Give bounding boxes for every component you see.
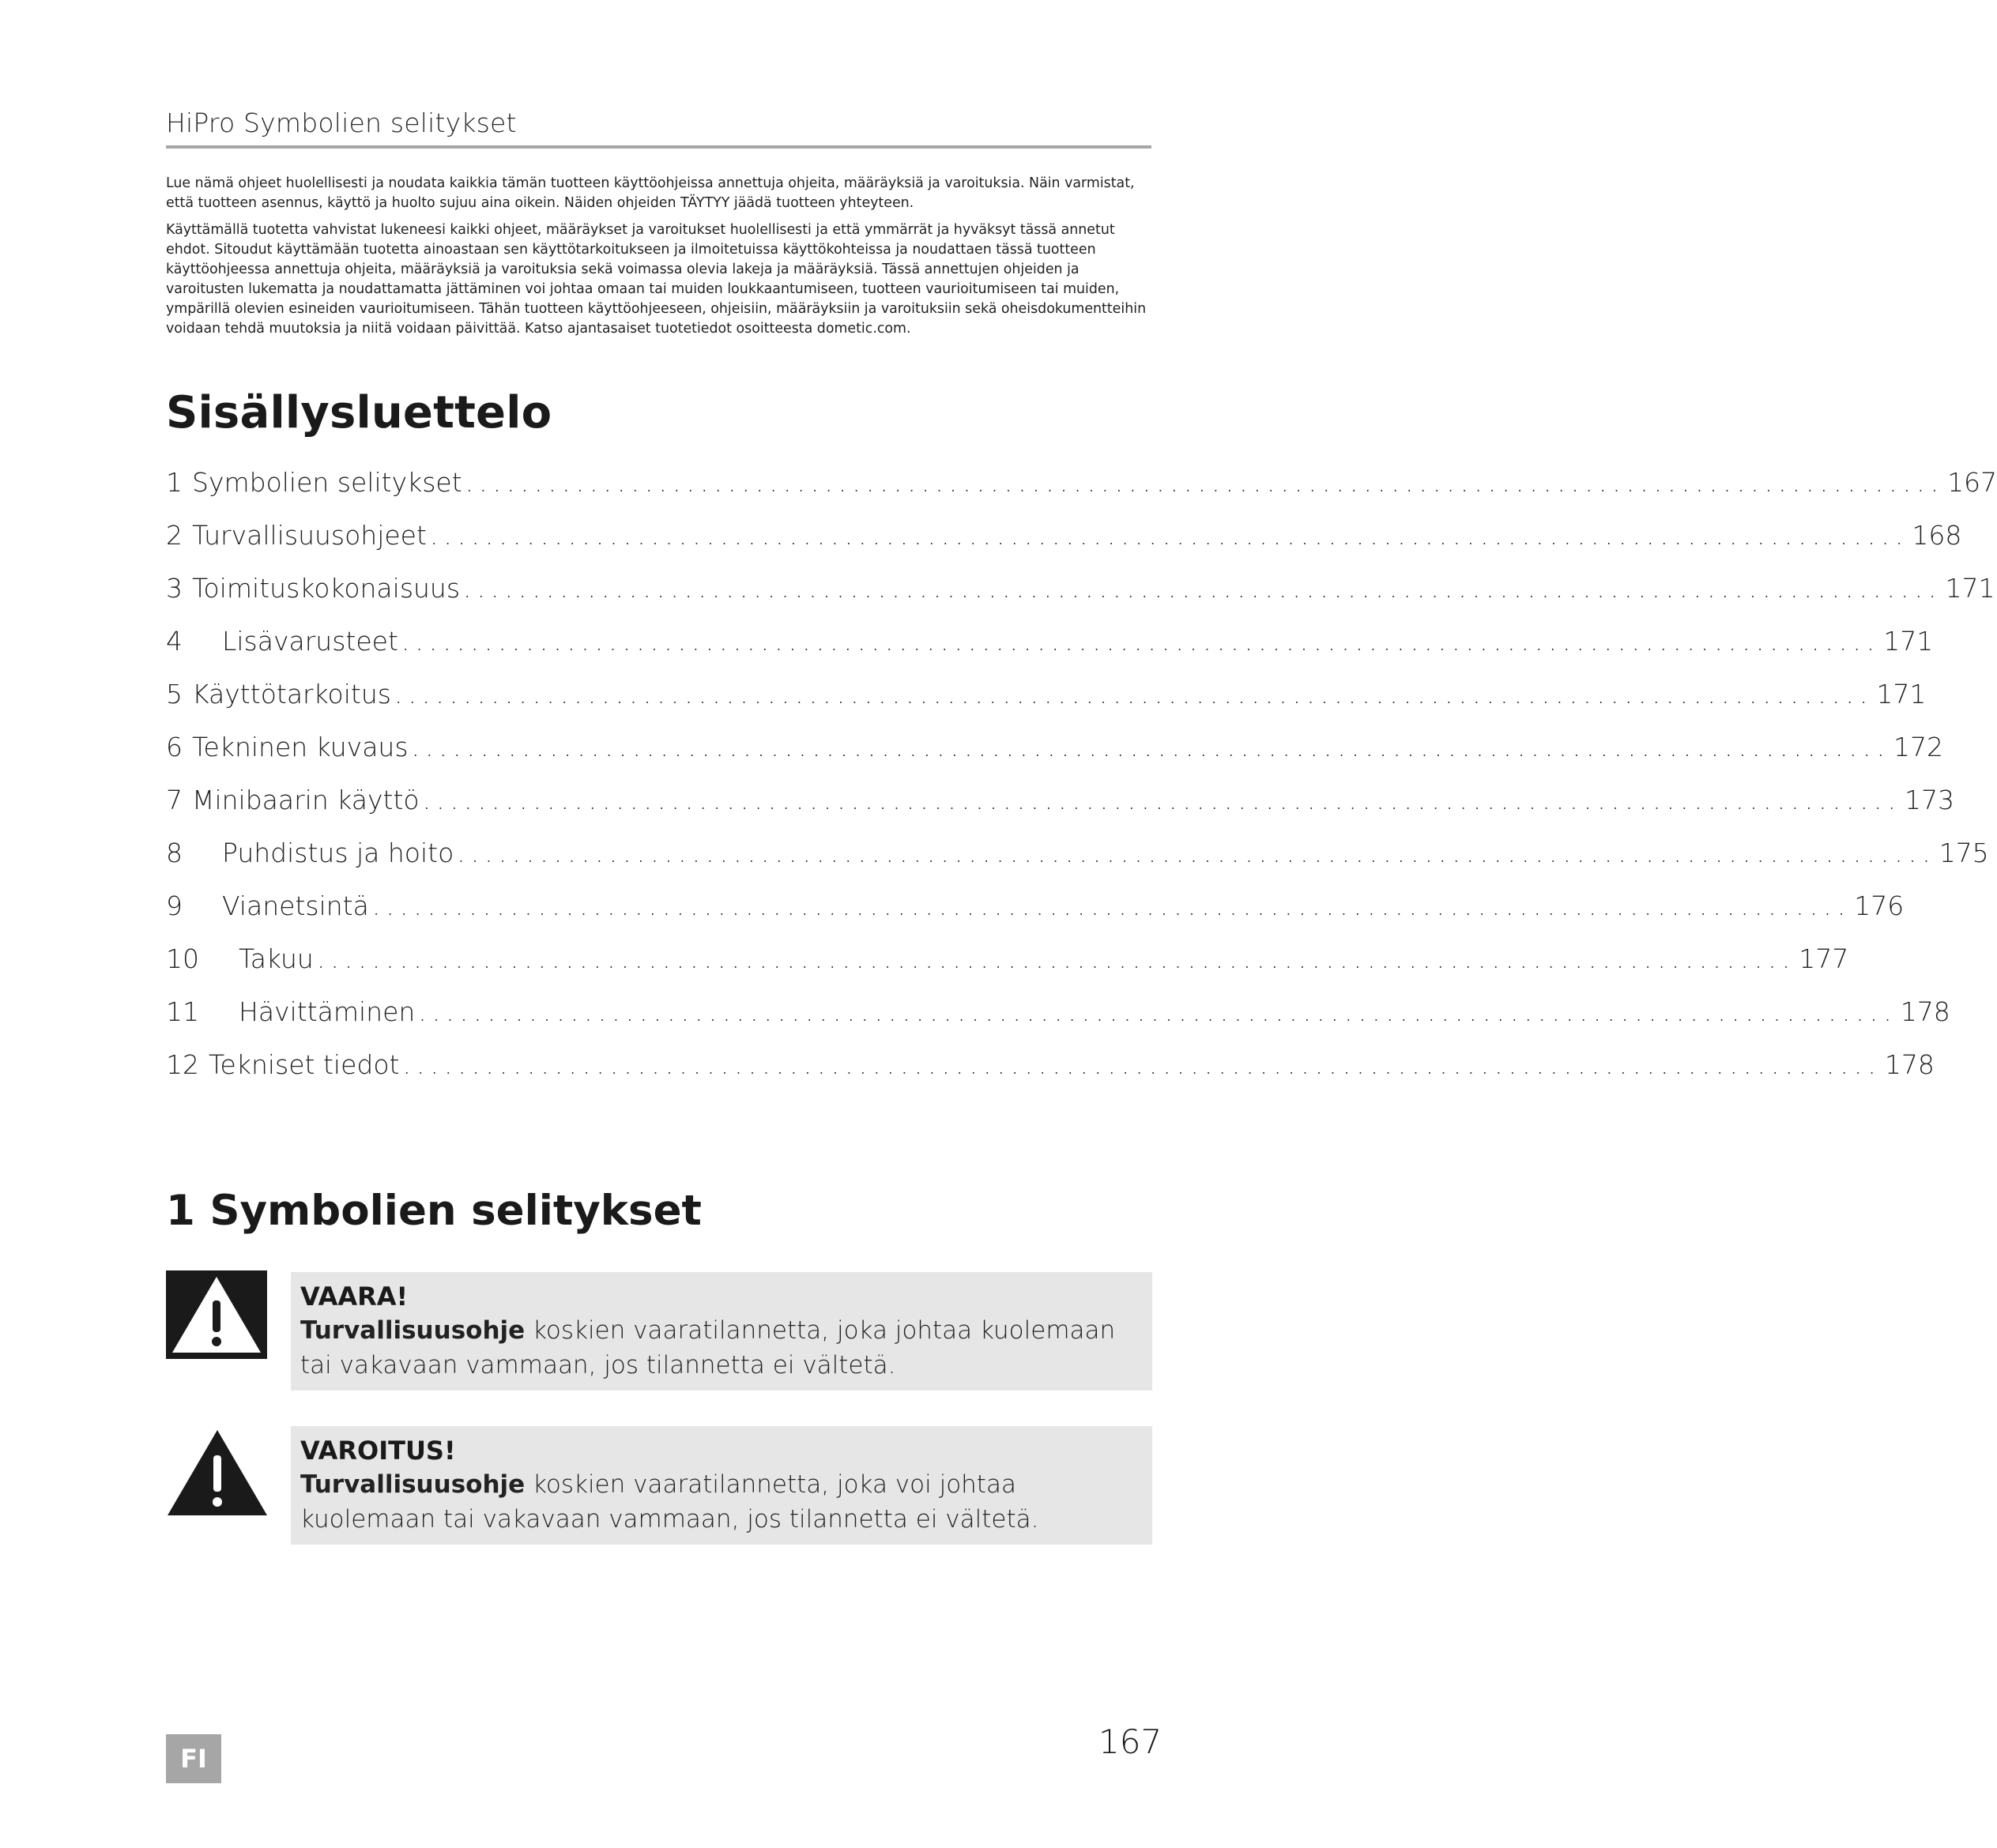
toc-dot-leader: ........................................................................................................... bbox=[429, 520, 1909, 551]
toc-entry-number: 12 bbox=[166, 1049, 199, 1080]
toc-entry-page: 171 bbox=[1883, 626, 1934, 657]
toc-entry-10[interactable] bbox=[166, 938, 1849, 974]
warning-notice bbox=[291, 1426, 1152, 1545]
toc-dot-leader: ........................................................................................................... bbox=[463, 573, 1942, 604]
toc-entry-page: 171 bbox=[1945, 573, 1995, 604]
toc-dot-leader: ........................................................................................................... bbox=[402, 1049, 1882, 1080]
toc-entry-6[interactable] bbox=[166, 726, 1943, 762]
danger-label: VAARA! bbox=[300, 1282, 409, 1312]
intro-paragraph-1: Lue nämä ohjeet huolellisesti ja noudata kaikkia tämän tuotteen käyttöohjeissa annettuja ohjeita, määräyksiä ja varoituksia. Näin varmistat, että tuotteen asennus, käyttö ja huolto sujuu aina oikein. Näiden ohjeiden TÄYTYY jäädä tuotteen yhteyteen. bbox=[166, 175, 1135, 211]
toc-entry-page: 175 bbox=[1939, 837, 1989, 868]
danger-notice bbox=[291, 1272, 1152, 1391]
toc-entry-3[interactable] bbox=[166, 567, 1995, 604]
danger-warning-triangle-icon bbox=[166, 1270, 267, 1359]
warning-text-body: koskien vaaratilannetta, joka voi johtaa kuolemaan tai vakavaan vammaan, jos tilannetta ei vältetä. bbox=[300, 1470, 1039, 1534]
toc-entry-title: Käyttötarkoitus bbox=[192, 679, 391, 709]
toc-dot-leader: ........................................................................................................... bbox=[371, 890, 1852, 921]
toc-entry-page: 176 bbox=[1854, 890, 1905, 921]
warning-triangle-icon bbox=[166, 1428, 269, 1517]
toc-entry-page: 177 bbox=[1799, 943, 1849, 974]
toc-entry-number: 11 bbox=[166, 996, 199, 1027]
toc-entry-7[interactable] bbox=[166, 779, 1955, 815]
warning-text-bold: Turvallisuusohje bbox=[300, 1470, 526, 1499]
toc-entry-title: Turvallisuusohjeet bbox=[192, 520, 427, 551]
toc-entry-page: 178 bbox=[1884, 1049, 1935, 1080]
toc-entry-1[interactable] bbox=[166, 461, 1997, 498]
toc-entry-9[interactable] bbox=[166, 885, 1905, 921]
intro-text bbox=[166, 174, 1151, 346]
toc-entry-2[interactable] bbox=[166, 514, 1962, 551]
toc-entry-number: 6 bbox=[166, 732, 183, 762]
toc-entry-page: 178 bbox=[1900, 996, 1950, 1027]
toc-entry-title: Puhdistus ja hoito bbox=[222, 837, 454, 868]
toc-entry-title: Symbolien selitykset bbox=[192, 467, 462, 498]
page-number: 167 bbox=[1098, 1722, 1162, 1761]
header-rule bbox=[166, 145, 1151, 149]
toc-dot-leader: ........................................................................................................... bbox=[418, 996, 1897, 1027]
toc-entry-title: Takuu bbox=[239, 943, 314, 974]
toc-dot-leader: ........................................................................................................... bbox=[422, 785, 1902, 815]
running-header: HiPro Symbolien selitykset bbox=[166, 107, 517, 138]
toc-dot-leader: ........................................................................................................... bbox=[411, 732, 1890, 762]
toc-entry-page: 171 bbox=[1876, 679, 1927, 709]
toc-dot-leader: ........................................................................................................... bbox=[394, 679, 1874, 709]
toc-entry-number: 9 bbox=[166, 890, 183, 921]
toc-entry-number: 10 bbox=[166, 943, 199, 974]
danger-text-body: koskien vaaratilannetta, joka johtaa kuolemaan tai vakavaan vammaan, jos tilannetta ei vältetä. bbox=[300, 1316, 1116, 1379]
toc-dot-leader: ........................................................................................................... bbox=[401, 626, 1881, 657]
toc-entry-number: 7 bbox=[166, 785, 183, 815]
toc-entry-number: 4 bbox=[166, 626, 183, 657]
toc-entry-title: Toimituskokonaisuus bbox=[192, 573, 461, 604]
toc-entry-title: Lisävarusteet bbox=[222, 626, 398, 657]
toc-entry-title: Tekninen kuvaus bbox=[192, 732, 409, 762]
danger-text bbox=[300, 1313, 1141, 1383]
toc-entry-number: 3 bbox=[166, 573, 183, 604]
toc-entry-number: 5 bbox=[166, 679, 183, 709]
toc-dot-leader: ........................................................................................................... bbox=[316, 943, 1796, 974]
toc-entry-page: 168 bbox=[1912, 520, 1962, 551]
toc-heading: Sisällysluettelo bbox=[166, 387, 552, 438]
danger-text-bold: Turvallisuusohje bbox=[300, 1316, 526, 1345]
toc-dot-leader: ........................................................................................................... bbox=[457, 837, 1936, 868]
toc-entry-5[interactable] bbox=[166, 673, 1927, 709]
language-tab: FI bbox=[166, 1734, 221, 1783]
toc-entry-12[interactable] bbox=[166, 1044, 1935, 1080]
toc-entry-4[interactable] bbox=[166, 620, 1934, 657]
toc-entry-11[interactable] bbox=[166, 991, 1950, 1027]
toc-entry-number: 2 bbox=[166, 520, 183, 551]
toc-entry-title: Vianetsintä bbox=[222, 890, 369, 921]
toc-entry-number: 1 bbox=[166, 467, 183, 498]
warning-text bbox=[300, 1467, 1141, 1537]
intro-paragraph-2: Käyttämällä tuotetta vahvistat lukeneesi kaikki ohjeet, määräykset ja varoitukset huolellisesti ja että ymmärrät ja hyväksyt tässä annetut ehdot. Sitoudut käyttämään tuotetta ainoastaan sen käyttötarkoitukseen ja ilmoitetuissa käyttökohteissa ja noudattaen tässä tuotteen käyttöohjeessa annettuja ohjeita, määräyksiä ja varoituksia sekä voimassa olevia lakeja ja määräyksiä. Tässä annettujen ohjeiden ja varoitusten lukematta ja noudattamatta jättäminen voi johtaa omaan tai muiden loukkaantumiseen, tuotteen vaurioitumiseen tai muiden, ympärillä olevien esineiden vaurioitumiseen. Tähän tuotteen käyttöohjeeseen, ohjeisiin, määräyksiin ja varoituksiin sekä oheisdokumentteihin voidaan tehdä muutoksia ja niitä voidaan päivittää. Katso ajantasaiset tuotetiedot osoitteesta dometic.com. bbox=[166, 222, 1147, 337]
toc-entry-8[interactable] bbox=[166, 832, 1989, 868]
toc-entry-title: Minibaarin käyttö bbox=[192, 785, 420, 815]
section-heading: 1 Symbolien selitykset bbox=[166, 1187, 702, 1235]
toc-entry-title: Hävittäminen bbox=[239, 996, 416, 1027]
toc-entry-number: 8 bbox=[166, 837, 183, 868]
toc-dot-leader: ........................................................................................................... bbox=[465, 467, 1945, 498]
toc-entry-page: 172 bbox=[1893, 732, 1943, 762]
toc-entry-page: 167 bbox=[1947, 467, 1997, 498]
toc-entry-page: 173 bbox=[1905, 785, 1955, 815]
warning-label: VAROITUS! bbox=[300, 1436, 456, 1466]
toc-entry-title: Tekniset tiedot bbox=[209, 1049, 400, 1080]
